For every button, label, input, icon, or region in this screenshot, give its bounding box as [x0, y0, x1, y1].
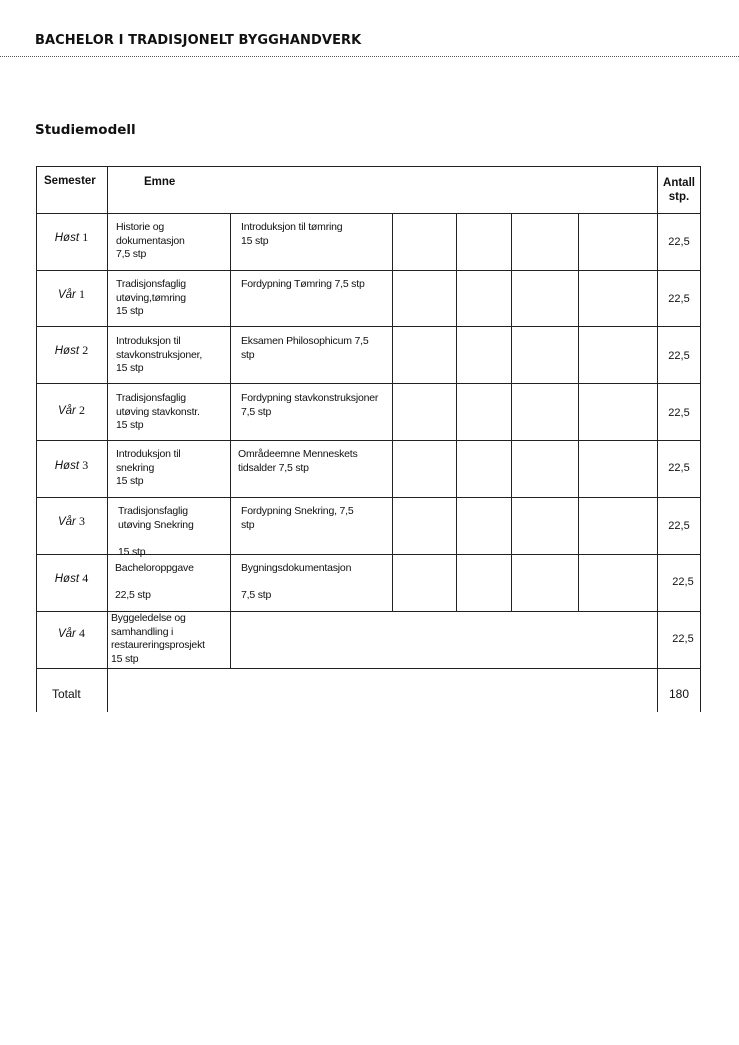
- course-cell: Byggeledelse og samhandling i restaureringsprosjekt 15 stp: [111, 612, 205, 665]
- semester-label: Vår 4: [57, 626, 86, 640]
- course-cell: Introduksjon til stavkonstruksjoner, 15 stp: [116, 335, 203, 374]
- course-cell: Bygningsdokumentasjon 7,5 stp: [241, 562, 352, 601]
- row-separator: [36, 668, 701, 669]
- semester-label: Høst 4: [54, 571, 89, 585]
- semester-label: Vår 1: [57, 287, 86, 301]
- row-separator: [36, 326, 701, 327]
- row-separator: [36, 383, 701, 384]
- course-cell: Eksamen Philosophicum 7,5 stp: [241, 335, 369, 361]
- course-cell: Tradisjonsfaglig utøving,tømring 15 stp: [116, 278, 186, 317]
- header-emne: Emne: [144, 176, 176, 188]
- semester-divider: [107, 166, 108, 712]
- course-cell: Bacheloroppgave 22,5 stp: [115, 562, 194, 601]
- stp-value: 22,5: [668, 520, 690, 532]
- column-divider: [392, 213, 393, 611]
- stp-value: 22,5: [668, 350, 690, 362]
- row-separator: [36, 270, 701, 271]
- stp-value: 22,5: [668, 236, 690, 248]
- semester-label: Vår 3: [57, 514, 86, 528]
- header-antall: Antall stp.: [663, 177, 695, 203]
- document-header-title: BACHELOR I TRADISJONELT BYGGHANDVERK: [35, 33, 362, 48]
- course-cell: Introduksjon til snekring 15 stp: [116, 448, 181, 487]
- row-separator: [36, 440, 701, 441]
- semester-label: Vår 2: [57, 403, 86, 417]
- stp-value: 22,5: [672, 633, 694, 645]
- dotted-divider: [0, 56, 739, 57]
- header-semester: Semester: [44, 175, 96, 187]
- semester-label: Høst 1: [54, 230, 89, 244]
- course-cell: Områdeemne Menneskets tidsalder 7,5 stp: [238, 448, 358, 474]
- course-cell: Fordypning Snekring, 7,5 stp: [241, 505, 354, 531]
- semester-label: Høst 2: [54, 343, 89, 357]
- table-top-border: [36, 166, 701, 167]
- stp-value: 22,5: [668, 462, 690, 474]
- column-divider: [578, 213, 579, 611]
- total-value: 180: [668, 687, 690, 701]
- stp-value: 22,5: [668, 293, 690, 305]
- course-cell: Introduksjon til tømring 15 stp: [241, 221, 343, 247]
- row-separator: [36, 213, 701, 214]
- semester-label: Høst 3: [54, 458, 89, 472]
- study-model-table: [36, 166, 701, 712]
- course-cell: Tradisjonsfaglig utøving stavkonstr. 15 stp: [116, 392, 200, 431]
- course-cell: Fordypning Tømring 7,5 stp: [241, 278, 365, 290]
- section-title: Studiemodell: [35, 122, 136, 138]
- row-separator: [36, 497, 701, 498]
- stp-value: 22,5: [672, 576, 694, 588]
- course-cell: Fordypning stavkonstruksjoner 7,5 stp: [241, 392, 379, 418]
- table-right-border: [700, 166, 701, 712]
- stp-value: 22,5: [668, 407, 690, 419]
- course-cell: Historie og dokumentasjon 7,5 stp: [116, 221, 185, 260]
- column-divider: [456, 213, 457, 611]
- total-label: Totalt: [52, 687, 81, 701]
- course-cell: Tradisjonsfaglig utøving Snekring 15 stp: [118, 505, 194, 558]
- column-divider: [511, 213, 512, 611]
